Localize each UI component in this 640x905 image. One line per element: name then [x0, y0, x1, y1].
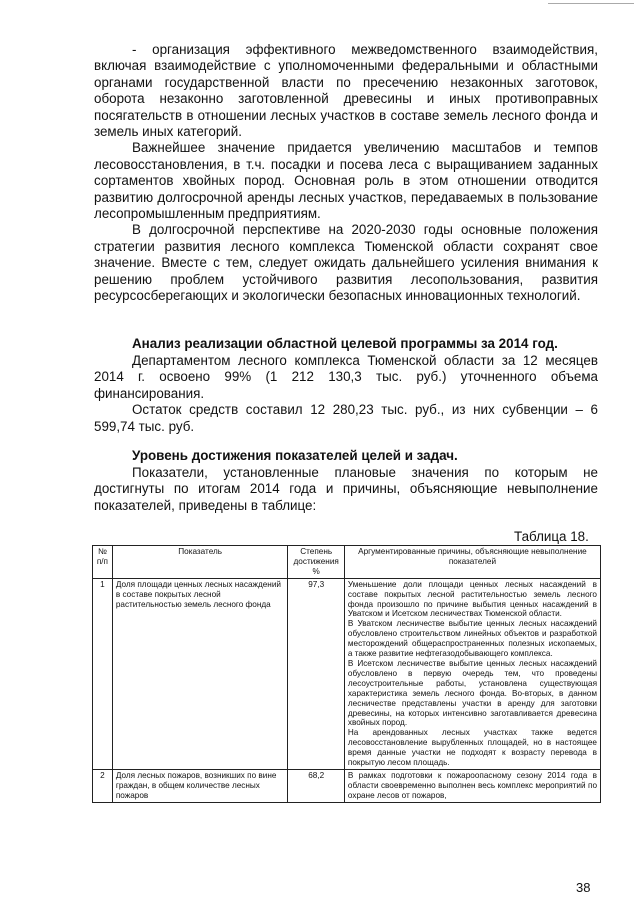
reasons-cell: [344, 578, 600, 769]
reason-text: В Уватском лесничестве выбытие ценных лесных насаждений обусловлено строительством линейных объектов и разработкой месторождений общераспространенных полезных ископаемых, а также развитие нефтегазодобывающего комплекса.: [347, 619, 597, 659]
paragraph: В долгосрочной перспективе на 2020-2030 годы основные положения стратегии развития лесного комплекса Тюменской области сохранят свое значение. Вместе с тем, следует ожидать дальнейшего усиления внимания к решению проблем устойчивого развития лесопользования, развития ресурсосберегающих и экологически безопасных инновационных технологий.: [94, 222, 598, 304]
section2-text: [94, 465, 598, 514]
degree-cell: 68,2: [288, 769, 344, 802]
reason-text: В рамках подготовки к пожароопасному сезону 2014 года в области своевременно выполнен весь комплекс мероприятий по охране лесов от пожаров,: [347, 770, 597, 800]
reason-text: В Исетском лесничестве выбытие ценных лесных насаждений обусловлено в первую очередь тем, что проведены лесоустроительные работы, установлена существующая характеристика земель лесного фонда. Во-вторых, в данном лесничестве представлены участки в аренду для заготовки древесины, на которых интенсивно заготавливается древесина хвойных пород.: [347, 658, 597, 728]
paragraph: Остаток средств составил 12 280,23 тыс. руб., из них субвенции – 6 599,74 тыс. руб.: [94, 402, 598, 434]
degree-cell: 97,3: [288, 578, 344, 769]
table-caption: Таблица 18.: [514, 529, 589, 544]
table-header-row: [93, 546, 601, 579]
column-header: Аргументированные причины, объясняющие невыполнение показателей: [344, 546, 600, 579]
section-heading: Анализ реализации областной целевой программы за 2014 год.: [132, 336, 558, 351]
indicator-cell: Доля лесных пожаров, возникших по вине граждан, в общем количестве лесных пожаров: [112, 769, 288, 802]
indicator-cell: Доля площади ценных лесных насаждений в составе покрытых лесной растительностью земель лесного фонда: [112, 578, 288, 769]
intro-text: [94, 42, 598, 305]
reasons-cell: [344, 769, 600, 802]
reason-text: На арендованных лесных участках также ведется лесовосстановление вырубленных площадей, но в настоящее время данные участки не подходят к возрасту перевода в покрытую лесом площадь.: [347, 728, 597, 768]
row-number: 2: [93, 769, 113, 802]
row-number: 1: [93, 578, 113, 769]
paragraph: Департаментом лесного комплекса Тюменской области за 12 месяцев 2014 г. освоено 99% (1 212 130,3 тыс. руб.) уточненного объема финансирования.: [94, 353, 598, 401]
column-header: № п/п: [93, 546, 113, 579]
table-row: [93, 578, 601, 769]
column-header: Степень достижения %: [288, 546, 344, 579]
paragraph: - организация эффективного межведомственного взаимодействия, включая взаимодействие с уполномоченными федеральными и областными органами государственной власти по пресечению незаконных заготовок, оборота незаконно заготовленной древесины и иных противоправных посягательств в отношении лесных участков в составе земель лесного фонда и земель иных категорий.: [94, 42, 598, 140]
header-rule: [548, 3, 634, 4]
paragraph: Важнейшее значение придается увеличению масштабов и темпов лесовосстановления, в т.ч. посадки и посева леса с выращиванием заданных сортаментов хвойных пород. Основная роль в этом отношении отводится развитию долгосрочной аренды лесных участков, передаваемых в пользование лесопромышленным предприятиям.: [94, 140, 598, 222]
paragraph: Показатели, установленные плановые значения по которым не достигнуты по итогам 2014 года и причины, объясняющие невыполнение показателей, приведены в таблице:: [94, 465, 598, 513]
section-heading: Уровень достижения показателей целей и задач.: [132, 448, 458, 463]
table-row: [93, 769, 601, 802]
reason-text: Уменьшение доли площади ценных лесных насаждений в составе покрытых лесной растительностью земель лесного фонда произошло по причине выбытия ценных насаждений в Уватском и Исетском лесничествах Тюменской области.: [347, 579, 597, 619]
indicators-table: [92, 545, 601, 803]
column-header: Показатель: [112, 546, 288, 579]
page-number: 38: [576, 880, 591, 895]
section1-text: [94, 353, 598, 435]
